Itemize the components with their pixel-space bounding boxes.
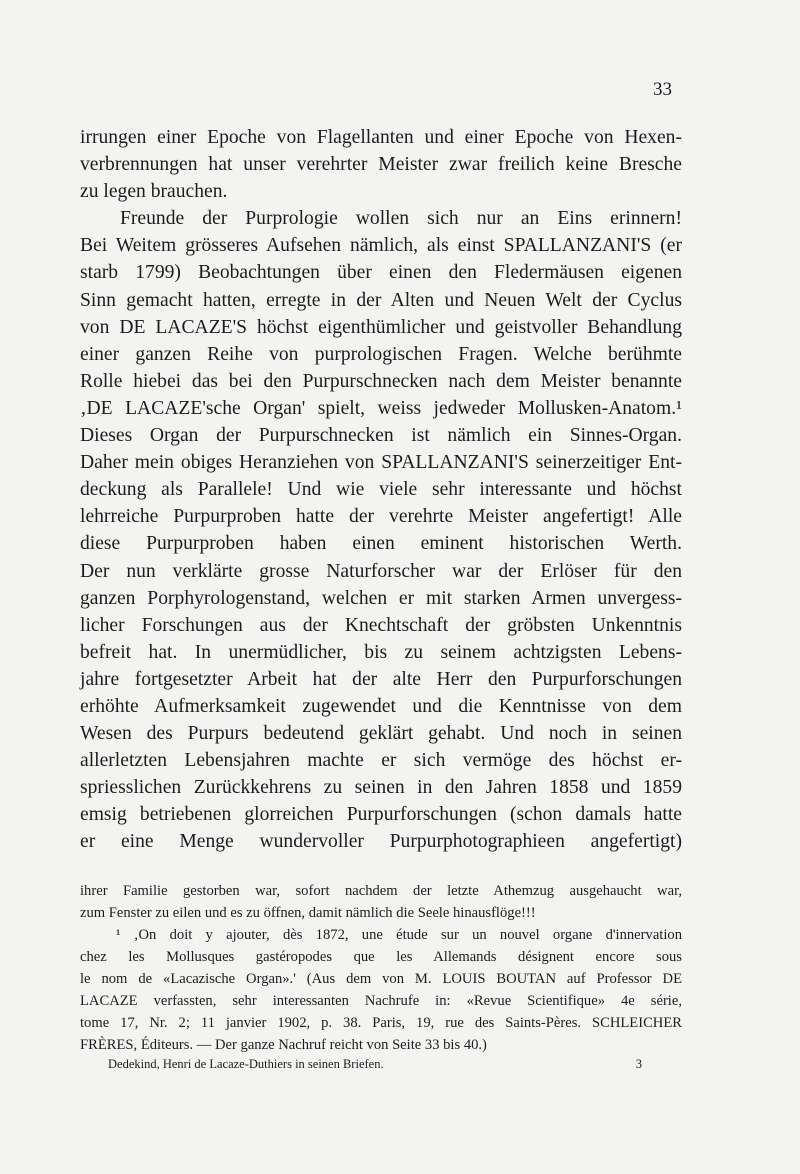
- body-line: er eine Menge wundervoller Purpurphotographieen angefertigt): [80, 831, 682, 853]
- signature-line: Dedekind, Henri de Lacaze-Duthiers in seinen Briefen.: [108, 1057, 384, 1071]
- body-line: befreit hat. In unermüdlicher, bis zu seinem achtzigsten Lebens-: [80, 641, 682, 663]
- body-line: allerletzten Lebensjahren machte er sich vermöge des höchst er-: [80, 750, 682, 772]
- body-line: Rolle hiebei das bei den Purpurschnecken nach dem Meister benannte: [80, 370, 682, 392]
- body-line: deckung als Parallele! Und wie viele sehr interessante und höchst: [80, 479, 682, 501]
- body-line: von DE LACAZE'S höchst eigenthümlicher und geistvoller Behandlung: [80, 316, 682, 338]
- body-line: Wesen des Purpurs bedeutend geklärt gehabt. Und noch in seinen: [80, 723, 682, 745]
- body-line: erhöhte Aufmerksamkeit zugewendet und die Kenntnisse von dem: [80, 695, 682, 717]
- footnote-line: LACAZE verfassten, sehr interessanten Nachrufe in: «Revue Scientifique» 4e série,: [80, 993, 682, 1009]
- footnote-line: le nom de «Lacazische Organ».' (Aus dem von M. LOUIS BOUTAN auf Professor DE: [80, 971, 682, 987]
- body-line: Daher mein obiges Heranziehen von SPALLANZANI'S seinerzeitiger Ent-: [80, 452, 682, 474]
- footnote-line: ¹ ‚On doit y ajouter, dès 1872, une étude sur un nouvel organe d'innervation: [116, 927, 682, 943]
- footnote-line: FRÈRES, Éditeurs. — Der ganze Nachruf reicht von Seite 33 bis 40.): [80, 1037, 487, 1053]
- body-line: einer ganzen Reihe von purprologischen Fragen. Welche berühmte: [80, 343, 682, 365]
- body-line: irrungen einer Epoche von Flagellanten und einer Epoche von Hexen-: [80, 127, 682, 148]
- page-number: 33: [653, 79, 672, 100]
- body-line: starb 1799) Beobachtungen über einen den Fledermäusen eigenen: [80, 262, 682, 284]
- body-line: verbrennungen hat unser verehrter Meister zwar freilich keine Bresche: [80, 154, 682, 176]
- body-line: Der nun verklärte grosse Naturforscher war der Erlöser für den: [80, 560, 682, 582]
- body-line: zu legen brauchen.: [80, 181, 228, 203]
- body-line: licher Forschungen aus der Knechtschaft der gröbsten Unkenntnis: [80, 614, 682, 636]
- body-line: ‚DE LACAZE'sche Organ' spielt, weiss jedweder Mollusken-Anatom.¹: [80, 397, 682, 419]
- body-line: Dieses Organ der Purpurschnecken ist nämlich ein Sinnes-Organ.: [80, 425, 682, 447]
- body-line: spriesslichen Zurückkehrens zu seinen in den Jahren 1858 und 1859: [80, 777, 682, 799]
- footnotes: [80, 880, 682, 1056]
- body-line: diese Purpurproben haben einen eminent historischen Werth.: [80, 533, 682, 555]
- body-line: ganzen Porphyrologenstand, welchen er mit starken Armen unvergess-: [80, 587, 682, 609]
- sheet-number: 3: [635, 1057, 642, 1071]
- body-line: Sinn gemacht hatten, erregte in der Alten und Neuen Welt der Cyclus: [80, 289, 682, 311]
- footnote-line: zum Fenster zu eilen und es zu öffnen, damit nämlich die Seele hinausflöge!!!: [80, 905, 536, 921]
- footnote-line: tome 17, Nr. 2; 11 janvier 1902, p. 38. Paris, 19, rue des Saints-Pères. SCHLEICHER: [80, 1015, 682, 1031]
- footnote-line: ihrer Familie gestorben war, sofort nachdem der letzte Athemzug ausgehaucht war,: [80, 883, 682, 899]
- body-line: Bei Weitem grösseres Aufsehen nämlich, als einst SPALLANZANI'S (er: [80, 235, 682, 257]
- body-line: jahre fortgesetzter Arbeit hat der alte Herr den Purpurforschungen: [80, 668, 682, 690]
- body-line: emsig betriebenen glorreichen Purpurforschungen (schon damals hatte: [80, 804, 682, 826]
- body-line: lehrreiche Purpurproben hatte der verehrte Meister angefertigt! Alle: [80, 506, 682, 528]
- footnote-line: chez les Mollusques gastéropodes que les Allemands désignent encore sous: [80, 949, 682, 965]
- body-line: Freunde der Purprologie wollen sich nur an Eins erinnern!: [120, 208, 682, 230]
- body-text: [80, 124, 682, 856]
